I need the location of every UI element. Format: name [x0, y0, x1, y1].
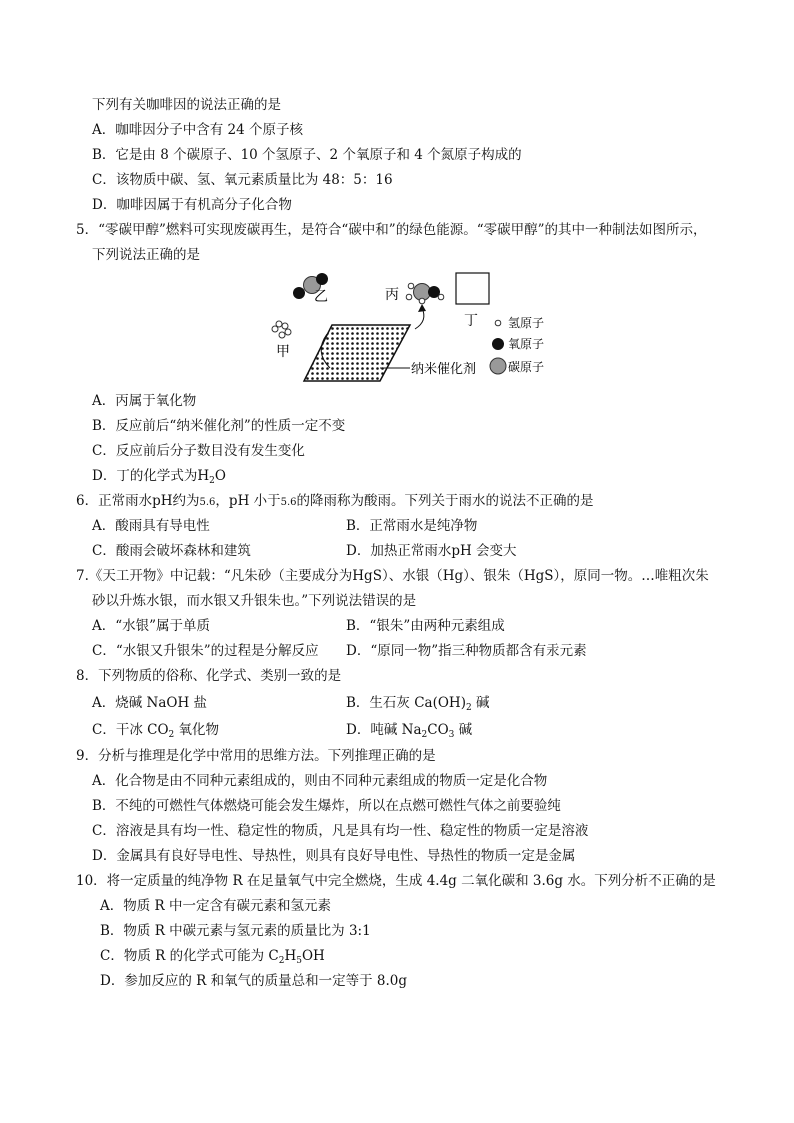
q4-option-d: D．咖啡因属于有机高分子化合物	[92, 197, 292, 213]
q10-option-a: A．物质 R 中一定含有碳元素和氢元素	[100, 898, 331, 914]
q6-value-1: 5.6	[199, 497, 216, 508]
q7-option-d: D．“原同一物”指三种物质都含有汞元素	[346, 643, 587, 659]
q4-option-b: B．它是由 8 个碳原子、10 个氢原子、2 个氧原子和 4 个氮原子构成的	[92, 147, 522, 163]
q8-option-d-category: 碱	[454, 722, 473, 738]
q8-option-c-text: C．干冰	[92, 722, 148, 738]
molecule-bing	[406, 283, 444, 304]
q5-option-d	[92, 467, 226, 490]
q8-option-b	[346, 694, 490, 717]
q5-stem-line1: 5．“零碳甲醇”燃料可实现废碳再生，是符合“碳中和”的绿色能源。“零碳甲醇”的其中一种制法如图所示，	[76, 222, 707, 238]
q10-option-c	[100, 947, 325, 970]
q6-option-a: A．酸雨具有导电性	[92, 518, 210, 534]
q6-stem-part3: 的降雨称为酸雨。下列关于雨水的说法不正确的是	[296, 493, 594, 509]
q5-option-b: B．反应前后“纳米催化剂”的性质一定不变	[92, 418, 346, 434]
formula-sub: 2	[168, 730, 175, 740]
formula-sub: 2	[278, 956, 285, 966]
formula-na: Na	[401, 722, 422, 738]
q4-option-c: C．该物质中碳、氢、氧元素质量比为 48：5：16	[92, 172, 393, 188]
label-jia: 甲	[276, 344, 290, 360]
q9-option-c: C．溶液是具有均一性、稳定性的物质，凡是具有均一性、稳定性的物质一定是溶液	[92, 823, 589, 839]
legend-c-symbol	[490, 358, 506, 374]
formula-sub: 3	[448, 730, 455, 740]
label-catalyst: 纳米催化剂	[411, 362, 477, 377]
q8-option-a: A．烧碱 NaOH 盐	[92, 695, 208, 711]
q7-option-b: B．“银朱”由两种元素组成	[346, 618, 505, 634]
q10-option-d: D．参加反应的 R 和氧气的质量总和一定等于 8.0g	[100, 973, 407, 989]
formula-caoh: Ca(OH)	[414, 695, 466, 711]
legend	[490, 316, 544, 374]
label-yi: 乙	[314, 289, 328, 305]
box-ding	[456, 273, 489, 304]
q8-option-d-text: D．吨碱	[346, 722, 402, 738]
formula-sub: 2	[465, 703, 472, 713]
q7-option-a: A．“水银”属于单质	[92, 618, 211, 634]
formula-co: CO	[427, 722, 449, 738]
q6-option-c: C．酸雨会破坏森林和建筑	[92, 543, 251, 559]
q6-stem-part1: 6．正常雨水pH约为	[76, 493, 200, 509]
q7-stem-line2: 砂以升炼水银，而水银又升银朱也。”下列说法错误的是	[92, 593, 417, 609]
legend-c-label: 碳原子	[508, 360, 545, 374]
q5-stem-line2: 下列说法正确的是	[92, 247, 200, 263]
q5-reaction-diagram	[270, 266, 570, 388]
q5-option-c: C．反应前后分子数目没有发生变化	[92, 443, 305, 459]
q6-stem-part2: ，pH 小于	[215, 493, 281, 509]
q9-option-b: B．不纯的可燃性气体燃烧可能会发生爆炸，所以在点燃可燃性气体之前要验纯	[92, 798, 561, 814]
q6-value-2: 5.6	[280, 497, 297, 508]
legend-h-label: 氢原子	[508, 316, 545, 330]
q9-option-d: D．金属具有良好导电性、导热性，则具有良好导电性、导热性的物质一定是金属	[92, 848, 576, 864]
q10-option-b: B．物质 R 中碳元素与氢元素的质量比为 3:1	[100, 923, 371, 939]
q5-option-d-text: D．丁的化学式为	[92, 468, 198, 484]
q8-option-d	[346, 721, 472, 744]
q6-stem	[76, 492, 594, 512]
q10-stem: 10．将一定质量的纯净物 R 在足量氧气中完全燃烧，生成 4.4g 二氧化碳和 3.6g 水。下列分析不正确的是	[76, 873, 716, 889]
q9-stem: 9．分析与推理是化学中常用的思维方法。下列推理正确的是	[76, 748, 436, 764]
q10-option-c-text: C．物质 R 的化学式可能为	[100, 948, 269, 964]
q8-option-b-text: B．生石灰	[346, 695, 415, 711]
formula-sub-2: 2	[209, 476, 215, 486]
formula-h: H	[197, 468, 210, 484]
q4-stem: 下列有关咖啡因的说法正确的是	[92, 97, 281, 113]
molecule-jia	[272, 321, 291, 338]
q5-option-a: A．丙属于氧化物	[92, 393, 197, 409]
catalyst-plate	[304, 325, 410, 381]
q8-option-b-category: 碱	[471, 695, 490, 711]
q6-option-b: B．正常雨水是纯净物	[346, 518, 478, 534]
legend-o-symbol	[492, 338, 504, 350]
q9-option-a: A．化合物是由不同种元素组成的，则由不同种元素组成的物质一定是化合物	[92, 773, 548, 789]
q8-option-c	[92, 721, 219, 744]
formula-c: C	[268, 948, 279, 964]
formula-sub: 2	[421, 730, 428, 740]
formula-o: O	[214, 468, 226, 484]
q6-option-d: D．加热正常雨水pH 会变大	[346, 543, 517, 559]
label-bing: 丙	[385, 287, 399, 303]
q4-option-a: A．咖啡因分子中含有 24 个原子核	[92, 122, 304, 138]
label-ding: 丁	[464, 313, 478, 329]
q7-option-c: C．“水银又升银朱”的过程是分解反应	[92, 643, 319, 659]
legend-h-symbol	[495, 320, 501, 326]
q7-stem-line1: 7.《天工开物》中记载：“凡朱砂（主要成分为HgS）、水银（Hg）、银朱（HgS），原同一物。…唯粗次朱	[76, 568, 709, 584]
legend-o-label: 氧原子	[508, 337, 545, 351]
q8-option-c-category: 氧化物	[174, 722, 220, 738]
formula-h: H	[284, 948, 297, 964]
formula-oh: OH	[301, 948, 325, 964]
formula-co: CO	[147, 722, 169, 738]
q8-stem: 8．下列物质的俗称、化学式、类别一致的是	[76, 668, 342, 684]
formula-sub: 5	[296, 956, 302, 966]
